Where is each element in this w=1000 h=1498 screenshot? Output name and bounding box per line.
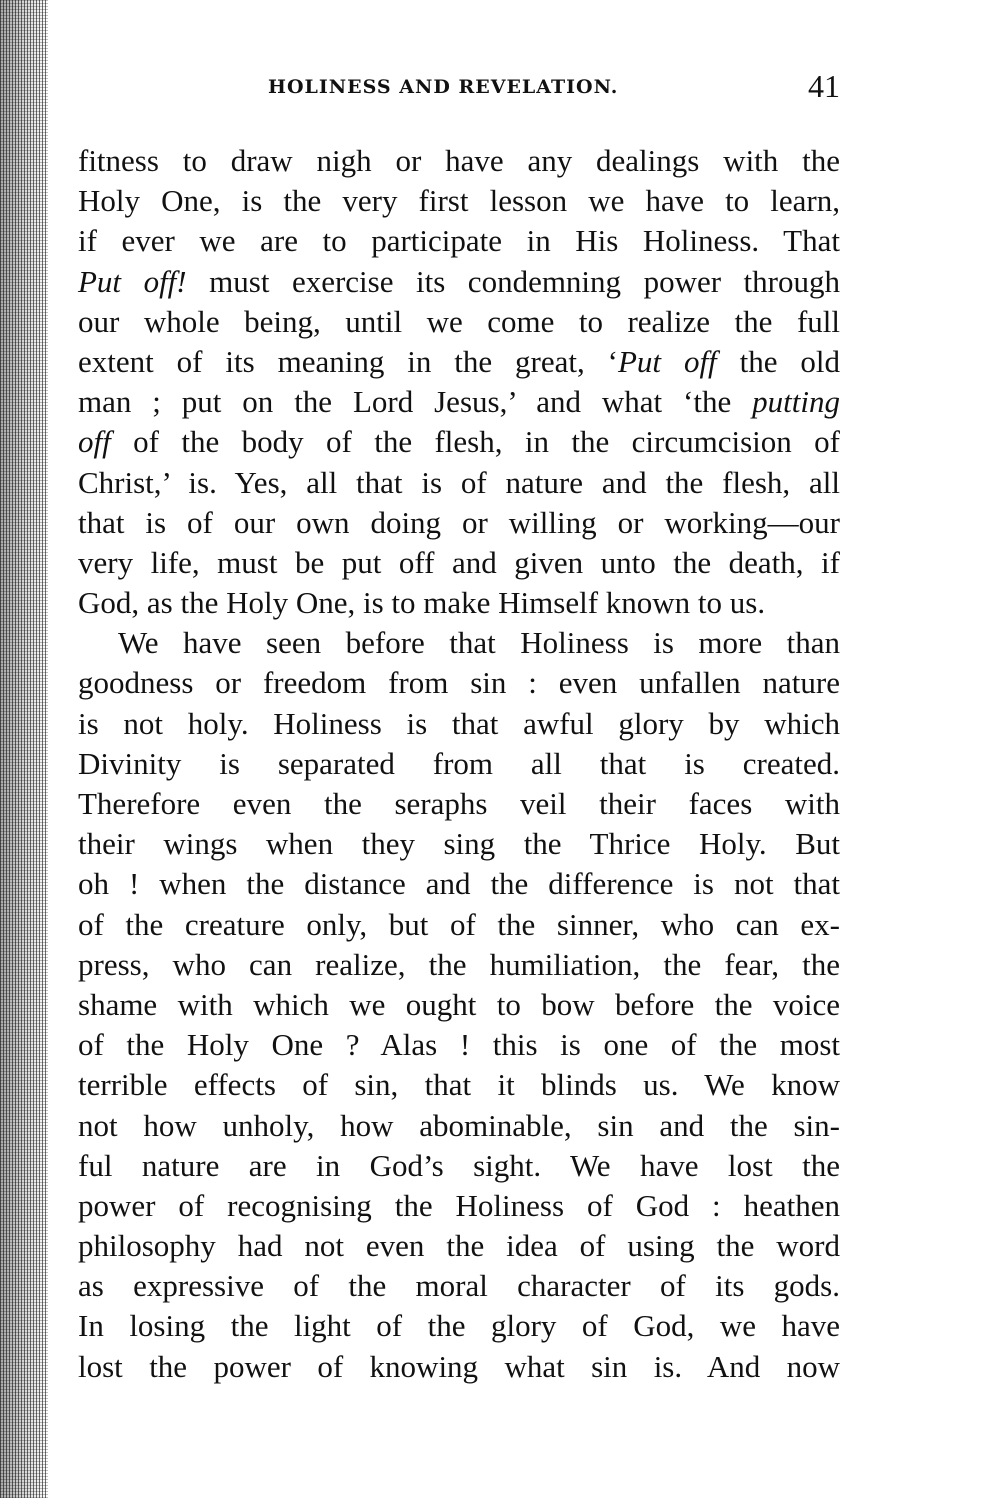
text-line: press, who can realize, the humiliation, the fear, the bbox=[78, 946, 840, 982]
text-line: philosophy had not even the idea of using the word bbox=[78, 1228, 840, 1264]
text-line: goodness or freedom from sin : even unfallen nature bbox=[78, 665, 840, 701]
text-line: extent of its meaning in the great, ‘Put off the old bbox=[78, 343, 840, 379]
running-title: HOLINESS AND REVELATION. bbox=[268, 76, 619, 98]
text-line: of the Holy One ? Alas ! this is one of the most bbox=[78, 1027, 840, 1063]
page-number: 41 bbox=[808, 68, 840, 104]
text-line: Divinity is separated from all that is created. bbox=[78, 745, 840, 781]
text-line: that is of our own doing or willing or working—our bbox=[78, 504, 840, 540]
text-line: ful nature are in God’s sight. We have lost the bbox=[78, 1147, 840, 1183]
text-line: Put off! must exercise its condemning power through bbox=[78, 263, 840, 299]
text-line: power of recognising the Holiness of God : heathen bbox=[78, 1187, 840, 1223]
text-line: lost the power of knowing what sin is. And now bbox=[78, 1348, 840, 1384]
paragraph-start-line: We have seen before that Holiness is more than bbox=[118, 625, 840, 661]
text-line: fitness to draw nigh or have any dealings with the bbox=[78, 143, 840, 178]
text-line: of the creature only, but of the sinner, who can ex- bbox=[78, 906, 840, 942]
text-line: oh ! when the distance and the difference is not that bbox=[78, 866, 840, 902]
text-line: our whole being, until we come to realize the full bbox=[78, 303, 840, 339]
text-line: Therefore even the seraphs veil their faces with bbox=[78, 786, 840, 821]
text-line: if ever we are to participate in His Holiness. That bbox=[78, 223, 840, 259]
text-line: is not holy. Holiness is that awful glory by which bbox=[78, 705, 840, 741]
paragraph-end-line: God, as the Holy One, is to make Himself known to us. bbox=[78, 585, 766, 621]
text-line: very life, must be put off and given unto the death, if bbox=[78, 544, 840, 580]
text-line: their wings when they sing the Thrice Holy. But bbox=[78, 826, 840, 862]
body-text bbox=[78, 141, 840, 1387]
text-line: terrible effects of sin, that it blinds us. We know bbox=[78, 1067, 840, 1103]
binding-gutter bbox=[0, 0, 48, 1498]
running-head bbox=[78, 66, 840, 110]
text-line: as expressive of the moral character of its gods. bbox=[78, 1268, 840, 1304]
text-line: not how unholy, how abominable, sin and the sin- bbox=[78, 1107, 840, 1143]
text-line: Holy One, is the very first lesson we have to learn, bbox=[78, 183, 840, 219]
text-line: In losing the light of the glory of God, we have bbox=[78, 1308, 840, 1344]
text-line: man ; put on the Lord Jesus,’ and what ‘the putting bbox=[78, 384, 840, 420]
text-line: shame with which we ought to bow before the voice bbox=[78, 986, 840, 1022]
text-line: off of the body of the flesh, in the circumcision of bbox=[78, 424, 840, 460]
text-line: Christ,’ is. Yes, all that is of nature and the flesh, all bbox=[78, 464, 840, 500]
